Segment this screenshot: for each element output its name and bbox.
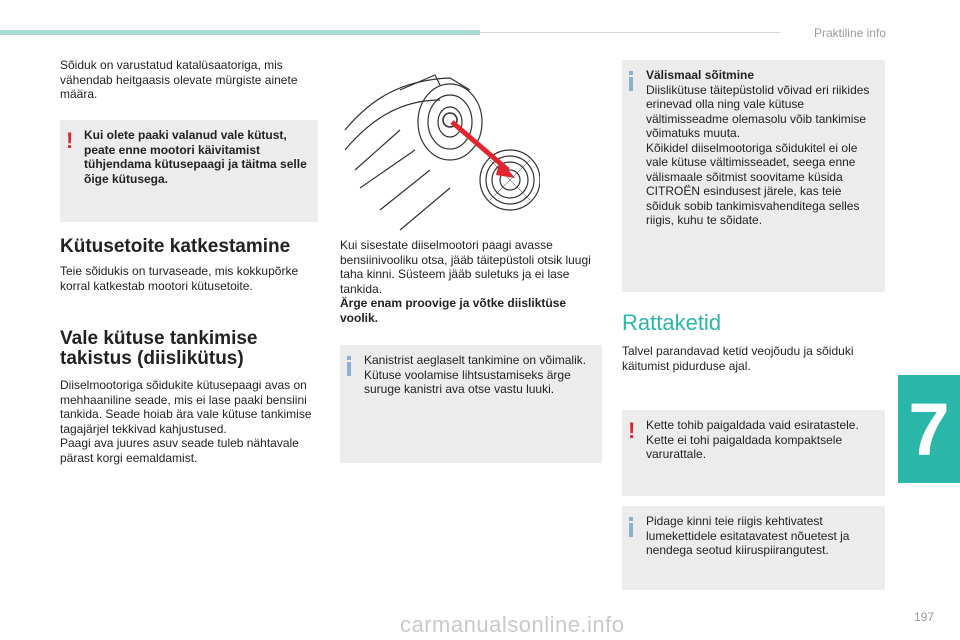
misfuel-detail-bold: Ärge enam proovige ja võtke diisliktüse voolik. [340,296,567,325]
warning-box [60,120,318,222]
cutoff-text: Teie sõidukis on turvaseade, mis kokkupõrke korral katkestab mootori kütusetoite. [60,264,299,293]
chains-info-box [622,506,885,590]
misfuel-text [60,378,322,465]
misfuel-text-2: Paagi ava juures asuv seade tuleb nähtavale pärast korgi eemaldamist. [60,436,299,465]
info-canister-text: Kanistrist aeglaselt tankimine on võimalik. Kütuse voolamise lihtsustamiseks ärge suruge kanistri ava otse vastu luuki. [364,353,587,396]
info-icon [629,517,633,537]
chains-warning-text: Kette tohib paigaldada vaid esiratastele. Kette ei tohi paigaldada kompaktsele varurattale. [646,418,859,461]
info-abroad-content [646,68,877,228]
heading-misfuel-line2: takistus (diislikütus) [60,348,244,369]
heading-fuel-cutoff: Kütusetoite katkestamine [60,236,291,257]
warning-icon: ! [628,418,636,443]
misfuel-text-1: Diiselmootoriga sõidukite kütusepaagi avas on mehhaaniline seade, mis ei lase paaki bensiini tankida. Seade hoiab ära vale kütuse tankimise tagajärjel tekkivad kahjustused. [60,378,312,436]
intro-text: Sõiduk on varustatud katalüsaatoriga, mis vähendab heitgaasis olevate mürgiste ainete määra. [60,58,298,101]
info-icon [629,71,633,91]
page-number: 197 [913,610,934,624]
info-box-canister [340,345,602,463]
heading-misfuel-line1: Vale kütuse tankimise [60,328,258,349]
chains-warning-box [622,410,885,496]
fuel-filler-illustration [340,60,540,245]
chapter-tab: 7 [898,375,960,483]
info-abroad-title: Välismaal sõitmine [646,68,755,82]
chains-text: Talvel parandavad ketid veojõudu ja sõiduki käitumist pidurduse ajal. [622,344,854,373]
header-rule [480,32,780,33]
info-icon [347,356,351,376]
warning-icon: ! [66,128,74,153]
info-abroad-text-2: Kõikidel diiselmootoriga sõidukitel ei ole vale kütuse vältimisseadet, seega enne välismaale sõitmist soovitame küsida CITROËN esindusest järele, kas teie sõiduk sobib tankimisvahenditega selles riigis, kuhu te sõidate. [646,140,860,227]
watermark: carmanualsonline.info [400,612,625,637]
misfuel-detail-1: Kui sisestate diiselmootori paagi avasse bensiinivooliku otsa, jääb täitepüstoli otsik luugi taha kinni. Süsteem jääb suletuks ja ei lase tankida. [340,238,591,296]
section-title: Praktiline info [813,26,886,40]
header-accent-bar [0,30,480,35]
chains-info-text: Pidage kinni teie riigis kehtivatest lumekettidele esitatavatest nõuetest ja nendega seotud kiiruspiirangutest. [646,514,850,557]
info-box-abroad [622,60,885,292]
misfuel-detail-text [340,238,602,325]
warning-text: Kui olete paaki valanud vale kütust, peate enne mootori käivitamist tühjendama kütusepaagi ja täitma selle õige kütusega. [84,128,307,186]
info-abroad-text-1: Diislikütuse täitepüstolid võivad eri riikides erinevad olla ning vale kütuse vältimisseadme olemasolu võib tankimise võimatuks muuta. [646,82,870,140]
heading-snow-chains: Rattaketid [622,310,722,335]
